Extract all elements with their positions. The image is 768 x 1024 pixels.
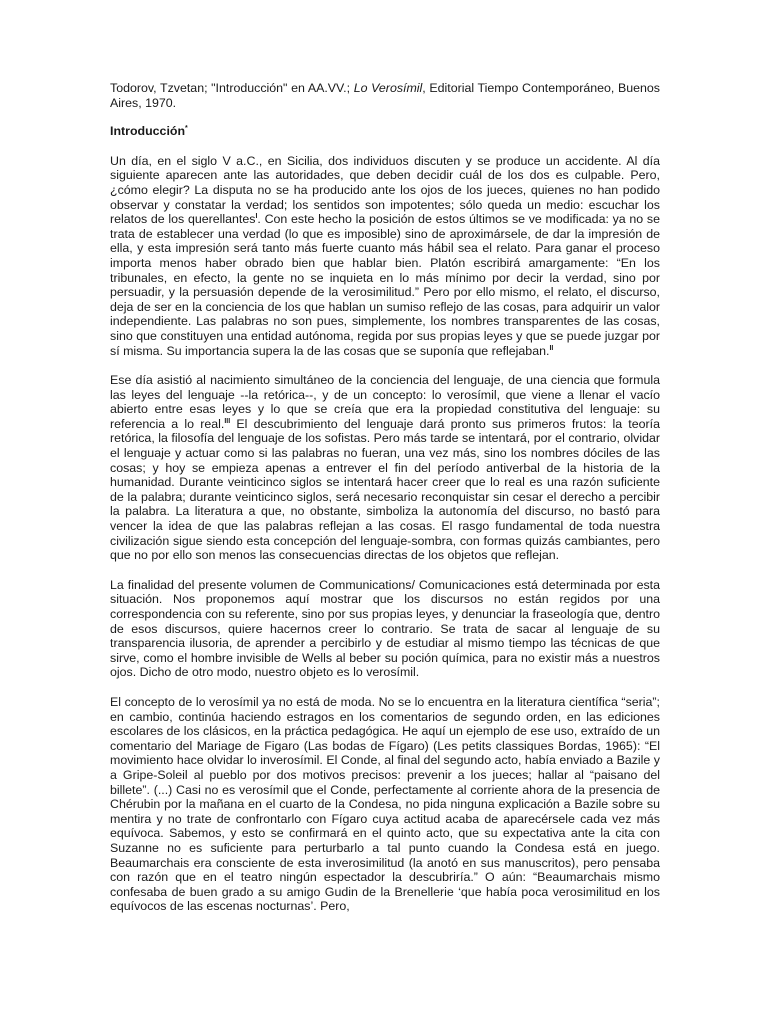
paragraph-text: El concepto de lo verosímil ya no está de moda. No se lo encuentra en la literatura científica “seria”; en cambio, continúa haciendo estragos en los comentarios de segundo orden, en las ediciones escolares de los clásicos, en la práctica pedagógica. He aquí un ejemplo de ese uso, extraído de un comentario del Mariage de Figaro (Las bodas de Fígaro) (Les petits classiques Bordas, 1965): “El movimiento hace olvidar lo inverosímil. El Conde, al final del segundo acto, había enviado a Bazile y a Gripe-Soleil al pueblo por dos motivos precisos: prevenir a los jueces; hallar al “paisano del billete”. (...) Casi no es verosímil que el Conde, perfectamente al corriente ahora de la presencia de Chérubin por la mañana en el cuarto de la Condesa, no pida ninguna explicación a Bazile sobre su mentira y no trate de confrontarlo con Fígaro cuya actitud acaba de aparecérsele cada vez más equívoca. Sabemos, y esto se confirmará en el quinto acto, que su expectativa ante la cita con Suzanne no es suficiente para perturbarlo a tal punto cuando la Condesa está en juego. Beaumarchais era consciente de esta inverosimilitud (la anotó en sus manuscritos), pero pensaba con razón que en el teatro ningún espectador la descubriría.” O aún: “Beaumarchais mismo confesaba de buen grado a su amigo Gudin de la Brenellerie ‘que había poca verosimilitud en los equívocos de las escenas nocturnas’. Pero, <box>110 694 660 914</box>
paragraph-1 <box>110 154 660 358</box>
heading-footnote-marker: * <box>185 125 188 133</box>
section-heading <box>110 124 660 139</box>
bibliographic-citation <box>110 81 660 110</box>
paragraph-3 <box>110 578 660 680</box>
paragraph-2 <box>110 373 660 563</box>
footnote-marker: III <box>224 417 231 425</box>
paragraph-text: . Con este hecho la posición de estos últimos se ve modificada: ya no se trata de establecer una verdad (lo que es imposible) sino de aproximársele, de dar la impresión de ella, y esta impresión será tanto más fuerte cuanto más hábil sea el relato. Para ganar el proceso importa menos haber obrado bien que hablar bien. Platón escribirá amargamente: “En los tribunales, en efecto, la gente no se inquieta en lo más mínimo por decir la verdad, sino por persuadir, y la persuasión depende de la verosimilitud.” Pero por ello mismo, el relato, el discurso, deja de ser en la conciencia de los que hablan un sumiso reflejo de las cosas, para adquirir un valor independiente. Las palabras no son pues, simplemente, los nombres transparentes de las cosas, sino que constituyen una entidad autónoma, regida por sus propias leyes y que se puede juzgar por sí misma. Su importancia supera la de las cosas que se suponía que reflejaban. <box>110 212 660 358</box>
paragraph-4 <box>110 695 660 914</box>
document-page <box>110 81 660 929</box>
footnote-marker: I <box>255 213 258 221</box>
citation-publisher-part: , Editorial Tiempo Contemporáneo, Buenos Aires, 1970. <box>110 81 660 110</box>
paragraph-text: La finalidad del presente volumen de Communications/ Comunicaciones está determinada por esta situación. Nos proponemos aquí mostrar que los discursos no están regidos por una correspondencia con su referente, sino por sus propias leyes, y denunciar la fraseología que, dentro de esos discursos, quiere hacernos creer lo contrario. Se trata de sacar al lenguaje de su transparencia ilusoria, de aprender a percibirlo y de estudiar al mismo tiempo las técnicas de que sirve, como el hombre invisible de Wells al beber su poción química, para no existir más a nuestros ojos. Dicho de otro modo, nuestro objeto es lo verosímil. <box>110 577 660 680</box>
paragraph-text: Ese día asistió al nacimiento simultáneo de la conciencia del lenguaje, de una ciencia que formula las leyes del lenguaje --la retórica--, y de un concepto: lo verosímil, que viene a llenar el vacío abierto entre esas leyes y lo que se creía que era la propiedad constitutiva del lenguaje: su referencia a lo real. <box>110 373 660 431</box>
citation-book-title: Lo Verosímil <box>353 81 423 95</box>
paragraph-text: El descubrimiento del lenguaje dará pronto sus primeros frutos: la teoría retórica, la filosofía del lenguaje de los sofistas. Pero más tarde se intentará, por el contrario, olvidar el lenguaje y actuar como si las palabras no fueran, una vez más, sino los nombres dóciles de las cosas; y hoy se empieza apenas a entrever el fin del período antiverbal de la historia de la humanidad. Durante veinticinco siglos se intentará hacer creer que lo real es una razón suficiente de la palabra; durante veinticinco siglos, será necesario reconquistar sin cesar el derecho a percibir la palabra. La literatura a que, no obstante, simboliza la autonomía del discurso, no bastó para vencer la idea de que las palabras reflejan a las cosas. El rasgo fundamental de toda nuestra civilización sigue siendo esta concepción del lenguaje-sombra, con formas quizás cambiantes, pero que no por ello son menos las consecuencias directas de los objetos que reflejan. <box>110 416 660 563</box>
paragraph-text: Un día, en el siglo V a.C., en Sicilia, dos individuos discuten y se produce un accidente. Al día siguiente aparecen ante las autoridades, que deben decidir cuál de los dos es culpable. Pero, ¿cómo elegir? La disputa no se ha producido ante los ojos de los jueces, quienes no han podido observar y constatar la verdad; los sentidos son impotentes; sólo queda un medio: escuchar los relatos de los querellantes <box>110 153 660 227</box>
footnote-marker: II <box>549 344 554 352</box>
section-heading-text: Introducción <box>110 124 186 139</box>
citation-author-part: Todorov, Tzvetan; "Introducción" en AA.VV.; <box>110 81 354 95</box>
